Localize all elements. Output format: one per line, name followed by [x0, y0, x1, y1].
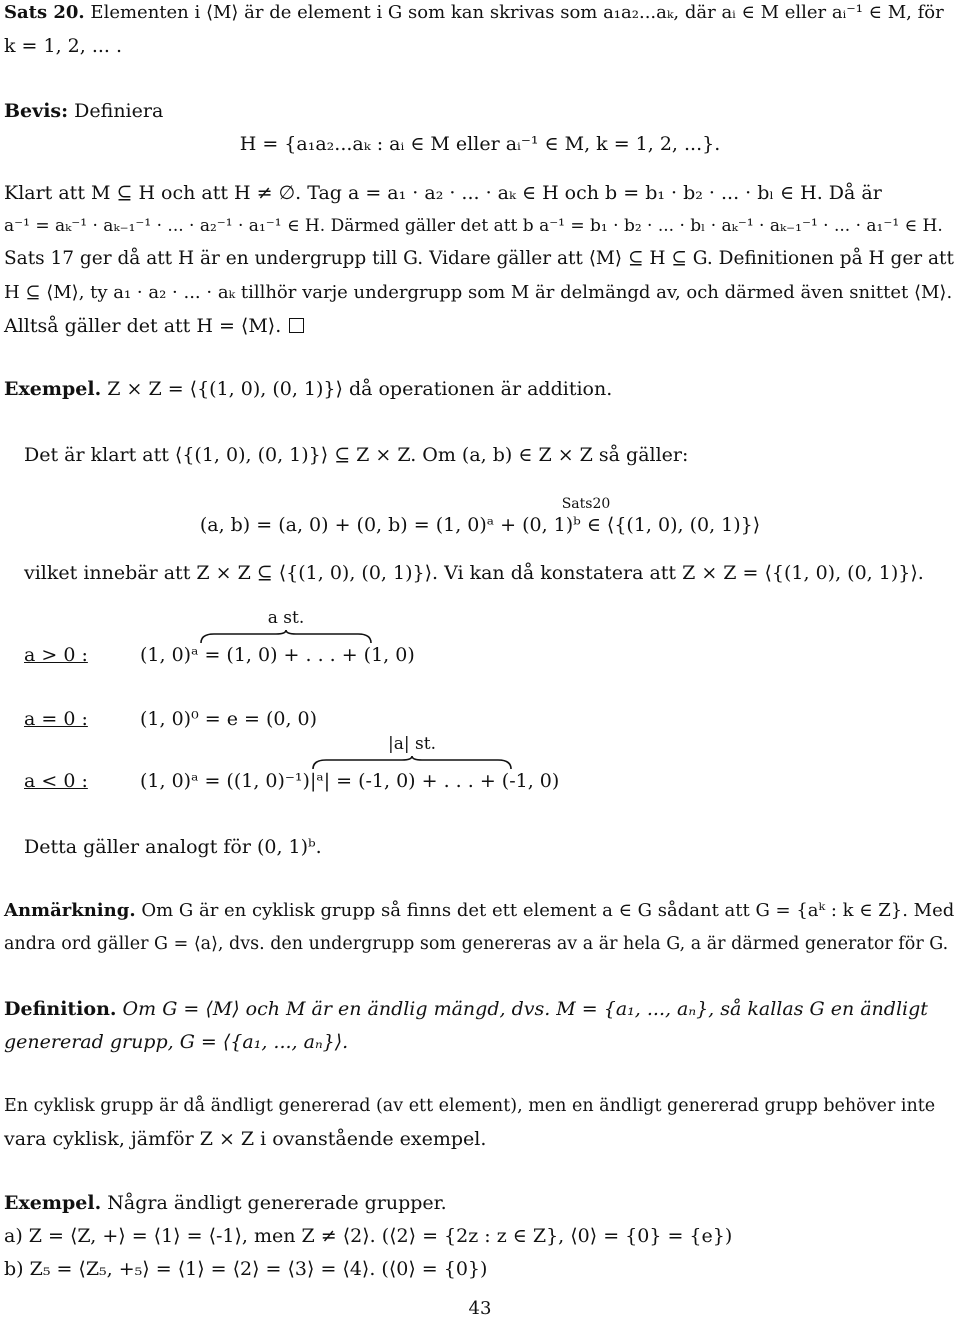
- proof-conclusion: Alltså gäller det att H = ⟨M⟩.: [4, 315, 282, 337]
- case-a-positive: [24, 642, 956, 668]
- remark-line1: Anmärkning. Om G är en cyklisk grupp så finns det ett element a ∈ G sådant att G = {aᵏ : k ∈ Z}. Med: [4, 900, 955, 921]
- proof-line3: Sats 17 ger då att H är en undergrupp till G. Vidare gäller att ⟨M⟩ ⊆ H ⊆ G. Definitionen på H ger att: [4, 248, 954, 269]
- case-expr-zero: (1, 0)⁰ = e = (0, 0): [140, 708, 318, 730]
- cyclic-note-line1: En cyklisk grupp är då ändligt genererad (av ett element), men en ändligt genererad grupp behöver inte: [4, 1096, 936, 1116]
- example2-item-b: b) Z₅ = ⟨Z₅, +₅⟩ = ⟨1⟩ = ⟨2⟩ = ⟨3⟩ = ⟨4⟩. (⟨0⟩ = {0}): [4, 1258, 488, 1280]
- proof-line2: a⁻¹ = aₖ⁻¹ · aₖ₋₁⁻¹ · ... · a₂⁻¹ · a₁⁻¹ ∈ H. Därmed gäller det att b a⁻¹ = b₁ · b₂ · ... · bₗ · aₖ⁻¹ · aₖ₋₁⁻¹ · ... · a₁⁻¹ ∈ H.: [4, 216, 943, 236]
- definition-line1: Definition. Om G = ⟨M⟩ och M är en ändlig mängd, dvs. M = {a₁, ..., aₙ}, så kallas G en ändligt: [4, 998, 928, 1020]
- run-in-heading: Bevis:: [4, 100, 69, 122]
- example-line1: Exempel. Z × Z = ⟨{(1, 0), (0, 1)}⟩ då operationen är addition.: [4, 378, 613, 400]
- sats20-annotation: Sats20: [561, 496, 611, 512]
- brace-label-a-st: a st.: [267, 608, 305, 628]
- theorem-sats20-line1: Sats 20. Elementen i ⟨M⟩ är de element i G som kan skrivas som a₁a₂...aₖ, där aᵢ ∈ M eller aᵢ⁻¹ ∈ M, för: [4, 2, 944, 23]
- example2-heading: Exempel. Några ändligt genererade grupper.: [4, 1192, 447, 1214]
- proof-line4: H ⊆ ⟨M⟩, ty a₁ · a₂ · ... · aₖ tillhör varje undergrupp som M är delmängd av, och därmed även snittet ⟨M⟩.: [4, 282, 953, 303]
- case-expr-negative: (1, 0)ᵃ = ((1, 0)⁻¹)|ᵃ| = (-1, 0) + . . . + (-1, 0): [140, 770, 560, 792]
- analog-note: Detta gäller analogt för (0, 1)ᵇ.: [24, 836, 322, 858]
- run-in-heading: Anmärkning.: [4, 900, 136, 921]
- run-in-heading: Exempel.: [4, 378, 102, 400]
- definition-line2: genererad grupp, G = ⟨{a₁, ..., aₙ}⟩.: [4, 1031, 349, 1053]
- brace-label-abs-a-st: |a| st.: [388, 734, 436, 754]
- page-number: 43: [468, 1298, 492, 1319]
- case-expr-positive: (1, 0)ᵃ = (1, 0) + . . . + (1, 0): [140, 644, 415, 666]
- run-in-heading: Sats 20.: [4, 2, 85, 23]
- theorem-sats20-line2: k = 1, 2, ... .: [4, 35, 123, 57]
- example-line3: vilket innebär att Z × Z ⊆ ⟨{(1, 0), (0, 1)}⟩. Vi kan då konstatera att Z × Z = ⟨{(1, 0), (0, 1)}⟩.: [24, 562, 924, 584]
- qed-box-icon: [289, 318, 304, 333]
- set-h-definition: H = {a₁a₂...aₖ : aᵢ ∈ M eller aᵢ⁻¹ ∈ M, k = 1, 2, ...}.: [239, 133, 721, 155]
- cyclic-note-line2: vara cyklisk, jämför Z × Z i ovanstående exempel.: [4, 1128, 487, 1150]
- example2-item-a: a) Z = ⟨Z, +⟩ = ⟨1⟩ = ⟨-1⟩, men Z ≠ ⟨2⟩. (⟨2⟩ = {2z : z ∈ Z}, ⟨0⟩ = {0} = {e}): [4, 1225, 733, 1247]
- proof-line1: Klart att M ⊆ H och att H ≠ ∅. Tag a = a₁ · a₂ · ... · aₖ ∈ H och b = b₁ · b₂ · ... · bₗ ∈ H. Då är: [4, 182, 882, 204]
- proof-heading: Bevis: Definiera: [4, 100, 164, 122]
- case-a-negative: [24, 768, 956, 794]
- run-in-heading: Exempel.: [4, 1192, 102, 1214]
- case-a-zero: [24, 706, 956, 732]
- run-in-heading: Definition.: [4, 998, 117, 1020]
- example-line2: Det är klart att ⟨{(1, 0), (0, 1)}⟩ ⊆ Z × Z. Om (a, b) ∈ Z × Z så gäller:: [24, 444, 689, 466]
- case-label-negative: a < 0 :: [24, 770, 88, 792]
- case-label-positive: a > 0 :: [24, 644, 88, 666]
- case-label-zero: a = 0 :: [24, 708, 88, 730]
- proof-line5: [4, 313, 956, 339]
- remark-line2: andra ord gäller G = ⟨a⟩, dvs. den undergrupp som genereras av a är hela G, a är därmed generator för G.: [4, 934, 949, 954]
- example-equation: (a, b) = (a, 0) + (0, b) = (1, 0)ᵃ + (0, 1)ᵇ ∈ ⟨{(1, 0), (0, 1)}⟩: [199, 514, 761, 536]
